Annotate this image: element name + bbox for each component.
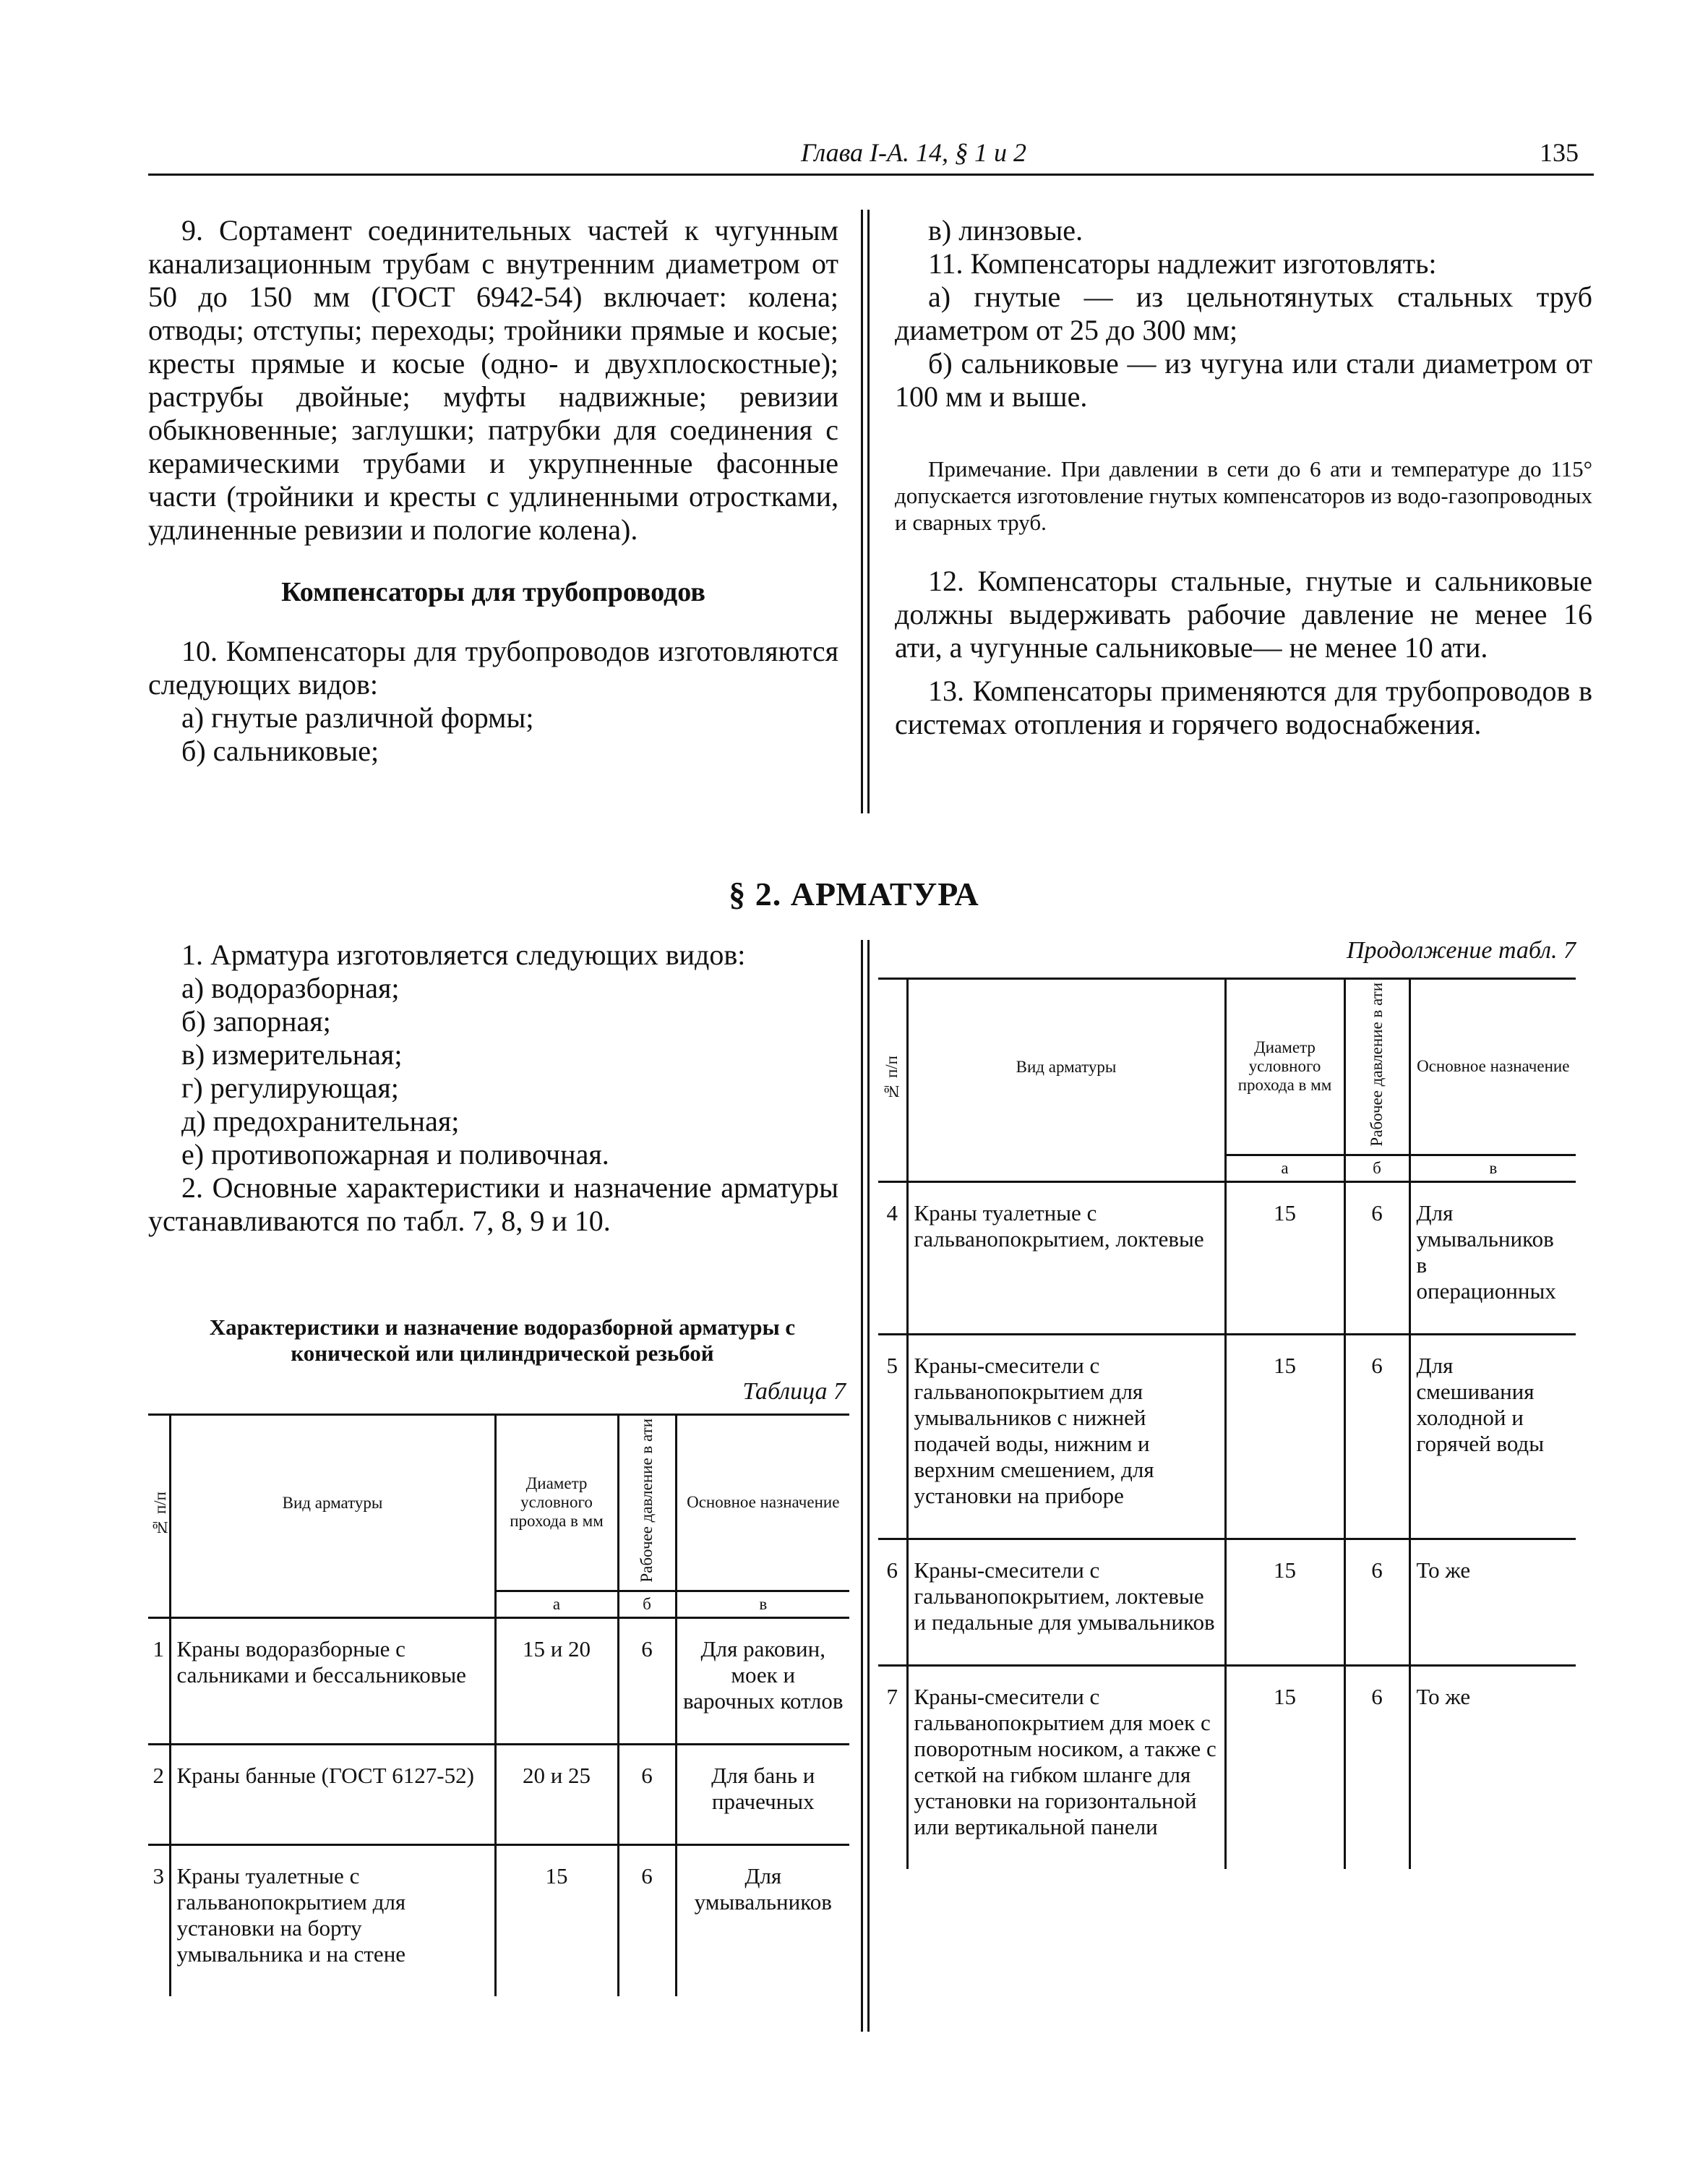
paragraph-item-13: 13. Компенсаторы применяются для трубопроводов в системах отопления и горячего водоснабжения.: [895, 675, 1592, 740]
right-column-top: [895, 214, 1592, 741]
col-header-num: № п/п: [148, 1415, 170, 1618]
column-divider: [867, 940, 870, 2032]
col-header-pressure: Рабочее давление в ати: [618, 1415, 676, 1591]
page-number: 135: [1540, 138, 1579, 167]
col-header-purpose: Основное назначение: [676, 1415, 849, 1591]
running-header: Глава I-A. 14, § 1 и 2: [800, 138, 1026, 167]
list-item-c: в) измерительная;: [181, 1038, 403, 1071]
paragraph-item-12: 12. Компенсаторы стальные, гнутые и сальниковые должны выдерживать рабочие давление не менее 16 ати, а чугунные сальниковые— не менее 10 ати.: [895, 565, 1592, 664]
table-row: 5 Краны-смесители с гальванопокрытием для умывальников с нижней подачей воды, нижним и верхним смешением, для установки на приборе 15 6 Для смешивания холодной и горячей воды: [878, 1334, 1576, 1539]
header-rule: [148, 174, 1594, 176]
col-header-num: № п/п: [878, 979, 907, 1182]
list-item-10a: а) гнутые различной формы;: [181, 701, 534, 734]
list-item-10c: в) линзовые.: [928, 214, 1083, 247]
col-sub-a: а: [495, 1591, 618, 1617]
paragraph-item-10: 10. Компенсаторы для трубопроводов изготовляются следующих видов:: [148, 635, 838, 701]
paragraph-item-1: 1. Арматура изготовляется следующих видов:: [181, 938, 746, 971]
left-column-top: [148, 214, 838, 768]
table-row: 1 Краны водоразборные с сальниками и бессальниковые 15 и 20 6 Для раковин, моек и варочных котлов: [148, 1617, 849, 1744]
list-item-11b: б) сальниковые — из чугуна или стали диаметром от 100 мм и выше.: [895, 347, 1592, 413]
col-header-diameter: Диаметр условного прохода в мм: [495, 1415, 618, 1591]
table-row: 6 Краны-смесители с гальванопокрытием, локтевые и педальные для умывальников 15 6 То же: [878, 1539, 1576, 1665]
paragraph-item-2: 2. Основные характеристики и назначение арматуры устанавливаются по табл. 7, 8, 9 и 10.: [148, 1171, 838, 1237]
col-sub-a: а: [1225, 1155, 1344, 1181]
table-row: 4 Краны туалетные с гальванопокрытием, локтевые 15 6 Для умывальников в операционных: [878, 1181, 1576, 1334]
paragraph-item-9: 9. Сортамент соединительных частей к чугунным канализационным трубам с внутренним диаметром от 50 до 150 мм (ГОСТ 6942-54) включает: колена; отводы; отступы; переходы; тройники прямые и косые; кресты прямые и косые (одно- и двухплоскостные); раструбы двойные; муфты надвижные; ревизии обыкновенные; заглушки; патрубки для соединения с керамическими трубами и укрупненные фасонные части (тройники и кресты с удлиненными отростками, удлиненные ревизии и пологие колена).: [148, 214, 838, 546]
list-item-b: б) запорная;: [181, 1005, 331, 1038]
col-sub-c: в: [676, 1591, 849, 1617]
column-divider: [861, 210, 863, 813]
table-7: [148, 1413, 849, 1996]
col-header-pressure: Рабочее давление в ати: [1344, 979, 1409, 1155]
col-header-kind: Вид арматуры: [907, 979, 1225, 1155]
column-divider: [861, 940, 863, 2032]
table-caption: Характеристики и назначение водоразборной арматуры с конической или цилиндрической резьбой: [209, 1314, 796, 1366]
col-header-purpose: Основное назначение: [1409, 979, 1576, 1155]
section-heading-compensators: Компенсаторы для трубопроводов: [281, 577, 705, 607]
table-label: Таблица 7: [742, 1378, 846, 1405]
table-row: 3 Краны туалетные с гальванопокрытием для установки на борту умывальника и на стене 15 6 Для умывальников: [148, 1844, 849, 1996]
col-sub-c: в: [1409, 1155, 1576, 1181]
list-item-d: г) регулирующая;: [181, 1072, 399, 1104]
table-row: 2 Краны банные (ГОСТ 6127-52) 20 и 25 6 Для бань и прачечных: [148, 1744, 849, 1844]
section-title: § 2. АРМАТУРА: [729, 876, 979, 912]
column-divider: [867, 210, 870, 813]
col-sub-b: б: [618, 1591, 676, 1617]
list-item-10b: б) сальниковые;: [181, 735, 379, 767]
note: Примечание. При давлении в сети до 6 ати и температуре до 115° допускается изготовление гнутых компенсаторов из водо-газопроводных и сварных труб.: [895, 456, 1592, 535]
list-item-e: д) предохранительная;: [181, 1105, 460, 1137]
paragraph-item-11: 11. Компенсаторы надлежит изготовлять:: [928, 247, 1437, 280]
list-item-a: а) водоразборная;: [181, 972, 400, 1004]
col-header-diameter: Диаметр условного прохода в мм: [1225, 979, 1344, 1155]
table-row: 7 Краны-смесители с гальванопокрытием для моек с поворотным носиком, а также с сеткой на гибком шланге для установки на горизонтальной или вертикальной панели 15 6 То же: [878, 1665, 1576, 1869]
col-sub-b: б: [1344, 1155, 1409, 1181]
list-item-11a: а) гнутые — из цельнотянутых стальных труб диаметром от 25 до 300 мм;: [895, 281, 1592, 346]
continuation-label: Продолжение табл. 7: [1346, 937, 1576, 964]
col-header-kind: Вид арматуры: [170, 1415, 495, 1591]
list-item-f: е) противопожарная и поливочная.: [181, 1138, 609, 1171]
left-column-bottom: [148, 938, 838, 1238]
table-7-continued: [878, 978, 1576, 1869]
